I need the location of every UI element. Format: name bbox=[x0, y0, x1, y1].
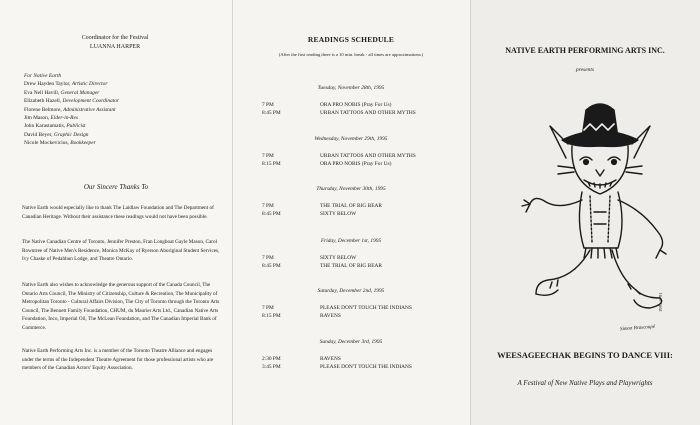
schedule-date: Saturday, December 2nd, 1995 bbox=[317, 288, 385, 294]
staff-item: Jim Mason, Elder-in-Res bbox=[24, 115, 78, 122]
staff-item: Florene Belmore, Administrative Assistant bbox=[24, 106, 116, 113]
festival-subtitle: A Festival of New Native Plays and Playwrights bbox=[517, 379, 653, 387]
staff-item: Nicole Mockevicius, Bookkeeper bbox=[24, 140, 96, 147]
organization-name: NATIVE EARTH PERFORMING ARTS INC. bbox=[505, 46, 665, 55]
artist-signature: Simon Brascoupé 1991 © 91 bbox=[619, 292, 663, 333]
schedule-note: (After the first reading there is a 10 min. break - all times are approximations.) bbox=[278, 52, 424, 57]
thanks-heading: Our Sincere Thanks To bbox=[83, 183, 149, 191]
thanks-paragraph: Native Earth also wishes to acknowledge the generous support of the Canada Council, The Ontario Arts Council, The Ministry of Citizenship, Culture & Recreation, The Municipality of Metropolitan Toronto - Cultural Affairs Division, The City of Toronto through the Toronto Arts Council, The Bennett Family Foundation, CHUM, du Maurier Arts Ltd., Canadian Native Arts Foundation, Inco, Imperial Oil, The McLean Foundation, and The Canadian Imperial Bank of Commerce. bbox=[22, 282, 220, 331]
staff-heading: For Native Earth bbox=[24, 73, 62, 79]
schedule-date: Wednesday, November 29th, 1995 bbox=[314, 136, 388, 142]
thanks-paragraph: Native Earth would especially like to thank The Laidlaw Foundation and The Department of Canadian Heritage. Without their assistance these readings would not have been possible. bbox=[22, 205, 214, 220]
coordinator-block bbox=[60, 34, 170, 52]
coordinator-label: Coordinator for the Festival bbox=[81, 35, 149, 41]
staff-list bbox=[24, 72, 229, 148]
presents-label: presents bbox=[575, 67, 595, 73]
staff-item: Eva Nell Havill, General Manager bbox=[24, 89, 100, 96]
fold-line-left bbox=[232, 0, 233, 425]
fold-line-right bbox=[470, 0, 471, 425]
staff-item: David Beyer, Graphic Design bbox=[24, 131, 89, 138]
schedule-date: Tuesday, November 28th, 1995 bbox=[317, 85, 385, 91]
staff-item: John Karastamatis, Publicist bbox=[24, 123, 86, 130]
schedule-date: Sunday, December 3rd, 1995 bbox=[319, 339, 383, 345]
staff-item: Drew Hayden Taylor, Artistic Director bbox=[24, 81, 108, 88]
thanks-paragraph: Native Earth Performing Arts Inc. is a member of the Toronto Theatre Alliance and engages under the terms of the Independent Theatre Agreement for those professional artists who are members of the Canadian Actors' Equity Association. bbox=[22, 348, 214, 372]
thanks-paragraph: The Native Canadian Centre of Toronto, Jennifer Preston, Fran Longboat Gayle Mason, Carol Rowntree of Native Men's Residence, Monica McKay of Ryerson Aboriginal Student Services, Ivy Chaske of Pedahbun Lodge, and Theatre Ontario. bbox=[22, 239, 220, 263]
schedule-date: Thursday, November 30th, 1995 bbox=[316, 186, 386, 192]
staff-item: Elizabeth Hazell, Development Coordinator bbox=[24, 98, 120, 105]
schedule-title: READINGS SCHEDULE bbox=[307, 35, 395, 44]
coordinator-name: LUANNA HARPER bbox=[89, 44, 141, 50]
schedule-date: Friday, December 1st, 1995 bbox=[320, 238, 382, 244]
festival-title: WEESAGEECHAK BEGINS TO DANCE VIII: bbox=[497, 350, 673, 360]
